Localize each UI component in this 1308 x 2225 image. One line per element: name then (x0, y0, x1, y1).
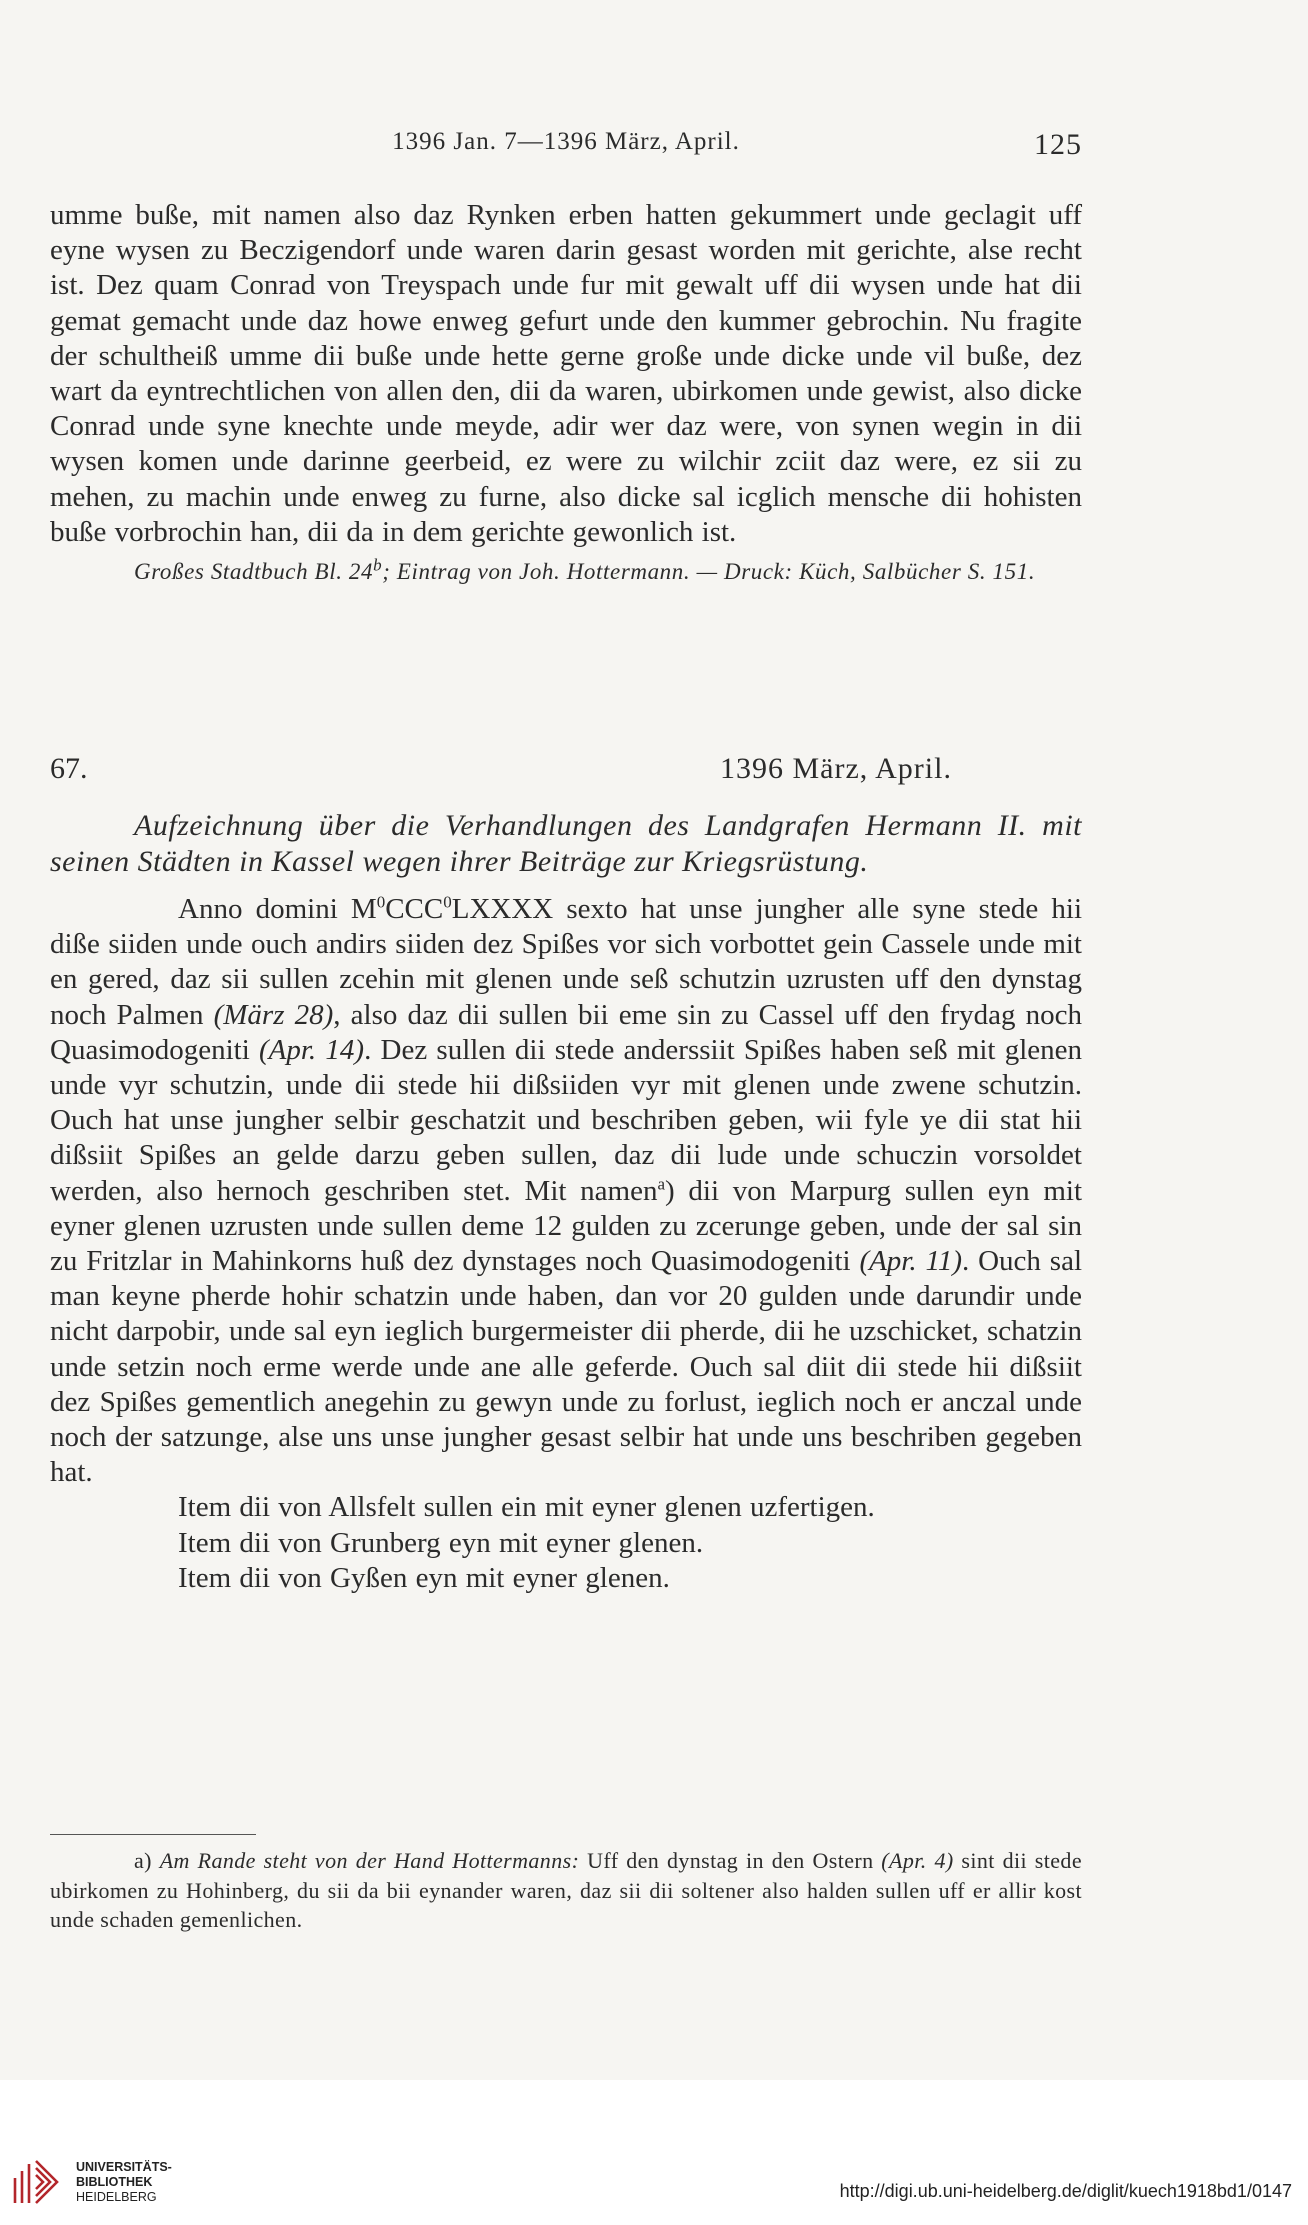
source-citation (50, 556, 1082, 587)
citation-part1: Großes Stadtbuch Bl. 24 (134, 559, 374, 585)
body-text: LXXXX sexto hat unse jungher alle syne stede hii diße siiden unde ouch andirs siiden dez Spißes vor sich vorbottet gein Cassele unde mit en gered, daz sii sullen zcehin mit glenen unde seß schutzin uzrusten uff den dynstag noch Palmen (50, 893, 1082, 1031)
item-line: Item dii von Grunberg eyn mit eyner glenen. (178, 1526, 704, 1559)
footnote (50, 1846, 1082, 1935)
library-name-line: HEIDELBERG (76, 2190, 157, 2204)
library-name-line: BIBLIOTHEK (76, 2175, 153, 2189)
date-gloss: (Apr. 14) (258, 1033, 365, 1066)
footnote-italic: Am Rande steht von der Hand Hottermanns: (159, 1848, 580, 1873)
item-line: Item dii von Allsfelt sullen ein mit eyner glenen uzfertigen. (178, 1491, 875, 1524)
body-text: ) dii von Marpurg sullen eyn mit eyner glenen uzrusten unde sullen deme 12 gulden zu zcerunge geben, unde der sal sin zu Fritzlar in Mahinkorns huß dez dynstages noch Quasimodogeniti (50, 1174, 1082, 1278)
running-head-title: 1396 Jan. 7—1396 März, April. (392, 128, 740, 155)
document-heading (50, 752, 1082, 796)
library-logo-icon (12, 2158, 60, 2206)
library-name-line: UNIVERSITÄTS- (76, 2160, 172, 2174)
footnote-label: a) (134, 1848, 160, 1873)
date-gloss: (Apr. 11) (859, 1245, 962, 1278)
body-text: . Ouch sal man keyne pherde hohir schatzin unde haben, dan vor 20 gulden unde darundir unde nicht darpobir, unde sal eyn ieglich burgermeister dii pherde, dii he uzschicket, schatzin unde setzin noch erme werde unde ane alle geferde. Ouch sal diit dii stede hii dißsiit dez Spißes gementlich anegehin zu gewyn unde zu forlust, ieglich noch er anczal unde noch der satzunge, alse uns unse jungher gesast selbir hat unde uns beschriben gegeben hat. (50, 1245, 1083, 1489)
body-sup: 0 (376, 892, 386, 912)
footer-bar (0, 2135, 1308, 2225)
body-text: , also daz dii sullen bii eme sin zu Cassel uff den frydag noch Quasimodogeniti (50, 998, 1083, 1066)
document-date: 1396 März, April. (720, 752, 952, 785)
footnote-text: Uff den dynstag in den Ostern (579, 1848, 882, 1873)
footnote-divider (50, 1834, 256, 1835)
library-name (76, 2160, 172, 2205)
citation-sup: b (373, 555, 383, 575)
item-line: Item dii von Gyßen eyn mit eyner glenen. (178, 1561, 670, 1594)
footnote-text: sint dii stede ubirkomen zu Hohinberg, du sii da bii eynander waren, daz sii dii soltener also halden sullen uff er allir kost unde schaden gemenlichen. (50, 1848, 1082, 1932)
document-number: 67. (50, 752, 88, 785)
document-body (50, 892, 1082, 1490)
citation-part2: ; Eintrag von Joh. Hottermann. — Druck: Küch, Salbücher S. 151. (382, 559, 1036, 585)
continued-paragraph: umme buße, mit namen also daz Rynken erben hatten gekummert unde geclagit uff eyne wysen zu Beczigendorf unde waren darin gesast worden mit gerichte, alse recht ist. Dez quam Conrad von Treyspach unde fur mit gewalt uff dii wysen unde hat dii gemat gemacht unde daz howe enweg gefurt unde den kummer gebrochin. Nu fragite der schultheiß umme dii buße unde hette gerne große unde dicke unde vil buße, dez wart da eyntrechtlichen von allen den, dii da waren, ubirkomen unde gewist, also dicke Conrad unde syne knechte unde meyde, adir wer daz were, von synen wegin in dii wysen komen unde darinne geerbeid, ez were zu wilchir zciit daz were, ez sii zu mehen, zu machin unde enweg zu furne, also dicke sal icglich mensche dii hohisten buße vorbrochin han, dii da in dem gerichte gewonlich ist. (50, 199, 1082, 548)
text-block-document (50, 808, 1082, 1596)
date-gloss: (März 28) (213, 998, 334, 1031)
body-text: Anno domini M (178, 893, 377, 925)
document-regest: Aufzeichnung über die Verhandlungen des Landgrafen Hermann II. mit seinen Städten in Kassel wegen ihrer Beiträge zur Kriegsrüstung. (50, 809, 1082, 878)
footnote-italic: (Apr. 4) (881, 1848, 954, 1873)
body-text: CCC (385, 893, 444, 925)
page-number: 125 (1034, 128, 1082, 161)
running-head (50, 128, 1082, 168)
footnote-reference: a (657, 1173, 666, 1193)
body-sup: 0 (443, 892, 452, 912)
body-text: . Dez sullen dii stede anderssiit Spißes haben seß mit glenen unde vyr schutzin, unde dii stede hii dißsiiden vyr mit glenen unde zwene schutzin. Ouch hat unse jungher selbir geschatzit und beschriben geben, wii fyle ye dii stat hii dißsiit Spißes an gelde darzu geben sullen, daz dii lude unde schuczin vorsoldet werden, also hernoch geschriben stet. Mit namen (50, 1033, 1083, 1207)
text-block-top (50, 198, 1082, 587)
permalink-url[interactable]: http://digi.ub.uni-heidelberg.de/diglit/kuech1918bd1/0147 (839, 2181, 1292, 2201)
